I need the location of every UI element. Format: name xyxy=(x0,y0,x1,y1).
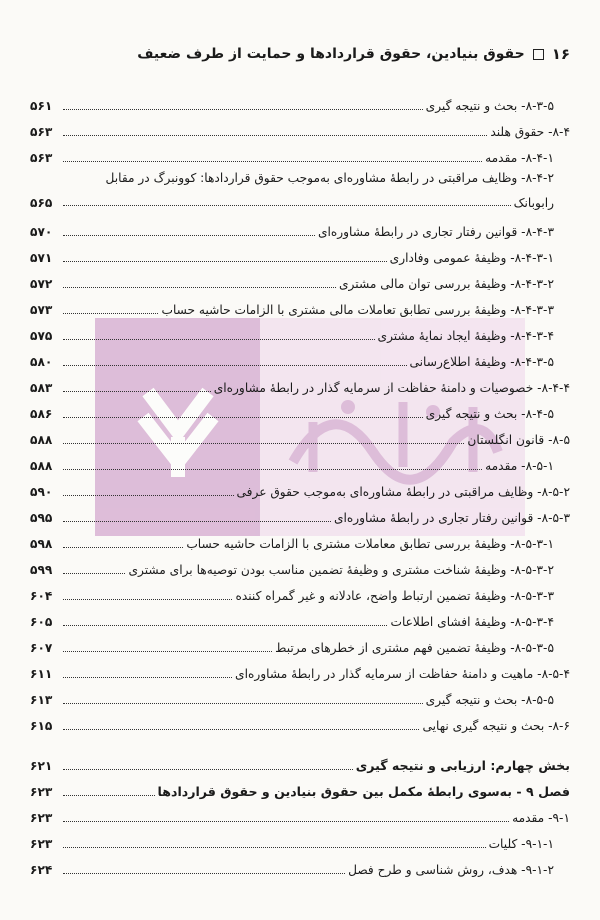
toc-entry[interactable] xyxy=(30,322,570,344)
toc-entry-page: ۵۷۲ xyxy=(30,277,53,291)
toc-entry-title: ۸-۵-۴- ماهیت و دامنهٔ حفاظت از سرمایه گذار در رابطهٔ مشاوره‌ای xyxy=(235,667,570,681)
toc-entry-title: ۸-۴-۳-۴- وظیفهٔ ایجاد نمایهٔ مشتری xyxy=(377,329,554,343)
leader-dots xyxy=(63,729,419,730)
toc-entry-page: ۵۶۳ xyxy=(30,151,53,165)
leader-dots xyxy=(63,339,375,340)
leader-dots xyxy=(63,235,315,236)
toc-entry-page: ۶۲۳ xyxy=(30,785,53,799)
toc-entry-title: ۸-۶- بحث و نتیجه گیری نهایی xyxy=(422,719,570,733)
toc-entry[interactable] xyxy=(30,634,570,656)
toc-entry-page: ۵۷۰ xyxy=(30,225,53,239)
toc-part-heading[interactable] xyxy=(30,752,570,774)
toc-entry[interactable] xyxy=(30,556,570,578)
running-title: حقوق بنیادین، حقوق قراردادها و حمایت از طرف ضعیف xyxy=(137,46,525,62)
toc-entry[interactable] xyxy=(30,92,570,114)
toc-entry-page: ۵۹۵ xyxy=(30,511,53,525)
toc-entry-page: ۶۱۱ xyxy=(30,667,53,681)
toc-entry-title: ۸-۵-۳-۲- وظیفهٔ شناخت مشتری و وظیفهٔ تضمین مناسب بودن توصیه‌ها برای مشتری xyxy=(128,563,554,577)
leader-dots xyxy=(63,599,232,600)
toc-chapter-heading[interactable] xyxy=(30,778,570,800)
toc-entry[interactable] xyxy=(30,400,570,422)
leader-dots xyxy=(63,469,482,470)
leader-dots xyxy=(63,769,353,770)
leader-dots xyxy=(63,625,387,626)
leader-dots xyxy=(63,135,487,136)
toc-entry[interactable] xyxy=(30,144,570,166)
toc-entry-title: ۸-۴-۳-۳- وظیفهٔ بررسی تطابق تعاملات مالی مشتری با الزامات حاشیه حساب xyxy=(161,303,554,317)
leader-dots xyxy=(63,417,423,418)
toc-entry-page: ۵۷۵ xyxy=(30,329,53,343)
leader-dots xyxy=(63,495,234,496)
toc-entry[interactable] xyxy=(30,478,570,500)
toc-entry-title: ۸-۵-۳-۴- وظیفهٔ افشای اطلاعات xyxy=(390,615,554,629)
leader-dots xyxy=(63,873,345,874)
toc-entry-title: ۸-۴- حقوق هلند xyxy=(490,125,570,139)
leader-dots xyxy=(63,391,211,392)
page-header xyxy=(30,42,570,66)
toc-entry-title: ۸-۴-۵- بحث و نتیجه گیری xyxy=(425,407,554,421)
toc-entry[interactable] xyxy=(30,712,570,734)
leader-dots xyxy=(63,677,232,678)
toc-entry-title: ۸-۴-۳-۵- وظیفهٔ اطلاع‌رسانی xyxy=(409,355,554,369)
toc-entry[interactable] xyxy=(30,608,570,630)
toc-entry[interactable] xyxy=(30,530,570,552)
toc-entry-title: ۸-۵- قانون انگلستان xyxy=(467,433,570,447)
toc-entry-title: ۸-۵-۳-۳- وظیفهٔ تضمین ارتباط واضح، عادلانه و غیر گمراه کننده xyxy=(235,589,554,603)
toc-entry[interactable] xyxy=(30,168,570,210)
leader-dots xyxy=(63,847,486,848)
toc-entry-page: ۶۱۵ xyxy=(30,719,53,733)
toc-entry-title: ۸-۵-۲- وظایف مراقبتی در رابطهٔ مشاوره‌ای به‌موجب حقوق عرفی xyxy=(236,485,570,499)
leader-dots xyxy=(63,261,387,262)
toc-entry[interactable] xyxy=(30,660,570,682)
toc-entry-page: ۵۶۳ xyxy=(30,125,53,139)
toc-entry-page: ۵۷۱ xyxy=(30,251,53,265)
toc-entry-page: ۵۹۰ xyxy=(30,485,53,499)
toc-entry-title: ۹-۱-۱- کلیات xyxy=(488,837,554,851)
toc-entry-page: ۵۸۸ xyxy=(30,459,53,473)
leader-dots xyxy=(63,821,509,822)
toc-entry-title: ۸-۵-۳-۵- وظیفهٔ تضمین فهم مشتری از خطرهای مرتبط xyxy=(275,641,554,655)
leader-dots xyxy=(63,313,158,314)
toc-entry-title: ۸-۴-۱- مقدمه xyxy=(485,151,554,165)
toc-entry[interactable] xyxy=(30,452,570,474)
leader-dots xyxy=(63,651,272,652)
toc-entry[interactable] xyxy=(30,218,570,240)
leader-dots xyxy=(63,161,482,162)
toc-entry-title: ۸-۴-۳- قوانین رفتار تجاری در رابطهٔ مشاوره‌ای xyxy=(317,225,554,239)
toc-entry-title: ۹-۱-۲- هدف، روش شناسی و طرح فصل xyxy=(348,863,554,877)
toc-entry-page: ۶۰۴ xyxy=(30,589,53,603)
square-bullet-icon xyxy=(533,49,544,60)
toc-entry-title: ۸-۵-۳-۱- وظیفهٔ بررسی تطابق معاملات مشتری با الزامات حاشیه حساب xyxy=(186,537,554,551)
leader-dots xyxy=(63,795,155,796)
leader-dots xyxy=(63,205,511,206)
toc-entry[interactable] xyxy=(30,686,570,708)
toc-entry[interactable] xyxy=(30,348,570,370)
toc-entry-page: ۶۲۴ xyxy=(30,863,53,877)
toc-entry-page: ۶۰۷ xyxy=(30,641,53,655)
toc-entry-page: ۵۸۸ xyxy=(30,433,53,447)
leader-dots xyxy=(63,109,423,110)
toc-entry-page: ۵۶۱ xyxy=(30,99,53,113)
toc-entry-page: ۶۰۵ xyxy=(30,615,53,629)
page-number: ۱۶ xyxy=(551,45,570,63)
toc-entry[interactable] xyxy=(30,244,570,266)
leader-dots xyxy=(63,365,407,366)
toc-entry-title: فصل ۹ - به‌سوی رابطهٔ مکمل بین حقوق بنیادین و حقوق قراردادها xyxy=(157,784,570,799)
toc-entry[interactable] xyxy=(30,296,570,318)
toc-entry[interactable] xyxy=(30,118,570,140)
toc-entry[interactable] xyxy=(30,426,570,448)
toc-entry-title: ۸-۴-۳-۲- وظیفهٔ بررسی توان مالی مشتری xyxy=(339,277,554,291)
toc-entry-page: ۵۷۳ xyxy=(30,303,53,317)
toc-entry-page: ۶۱۳ xyxy=(30,693,53,707)
toc-entry[interactable] xyxy=(30,804,570,826)
toc-entry[interactable] xyxy=(30,830,570,852)
leader-dots xyxy=(63,547,183,548)
leader-dots xyxy=(63,287,336,288)
toc-entry[interactable] xyxy=(30,582,570,604)
toc-entry-page: ۵۸۳ xyxy=(30,381,53,395)
toc-entry[interactable] xyxy=(30,504,570,526)
toc-entry-page: ۵۸۶ xyxy=(30,407,53,421)
toc-entry-title: ۸-۵-۱- مقدمه xyxy=(485,459,554,473)
toc-entry[interactable] xyxy=(30,856,570,878)
toc-entry[interactable] xyxy=(30,374,570,396)
leader-dots xyxy=(63,703,423,704)
toc-entry-page: ۵۶۵ xyxy=(30,196,53,210)
toc-entry-title: ۸-۴-۳-۱- وظیفهٔ عمومی وفاداری xyxy=(389,251,554,265)
toc-entry-page: ۵۸۰ xyxy=(30,355,53,369)
toc-entry-page: ۶۲۳ xyxy=(30,837,53,851)
toc-entry-title-continued: رابوبانک xyxy=(513,196,554,210)
toc-entry-title: ۸-۵-۳- قوانین رفتار تجاری در رابطهٔ مشاوره‌ای xyxy=(333,511,570,525)
toc-entry-page: ۵۹۸ xyxy=(30,537,53,551)
toc-entry-title: ۸-۴-۲- وظایف مراقبتی در رابطهٔ مشاوره‌ای به‌موجب حقوق قراردادها: کوونبرگ در مقابل xyxy=(105,171,554,185)
toc-entry-page: ۶۲۳ xyxy=(30,811,53,825)
leader-dots xyxy=(63,443,464,444)
toc-entry[interactable] xyxy=(30,270,570,292)
toc-entry-title: بخش چهارم: ارزیابی و نتیجه گیری xyxy=(355,758,570,773)
toc-entry-title: ۸-۴-۴- خصوصیات و دامنهٔ حفاظت از سرمایه گذار در رابطهٔ مشاوره‌ای xyxy=(213,381,570,395)
toc-entry-title: ۹-۱- مقدمه xyxy=(512,811,570,825)
toc-entry-title: ۸-۵-۵- بحث و نتیجه گیری xyxy=(425,693,554,707)
toc-entry-page: ۵۹۹ xyxy=(30,563,53,577)
leader-dots xyxy=(63,573,125,574)
toc-entry-page: ۶۲۱ xyxy=(30,759,53,773)
leader-dots xyxy=(63,521,331,522)
toc-entry-title: ۸-۳-۵- بحث و نتیجه گیری xyxy=(425,99,554,113)
